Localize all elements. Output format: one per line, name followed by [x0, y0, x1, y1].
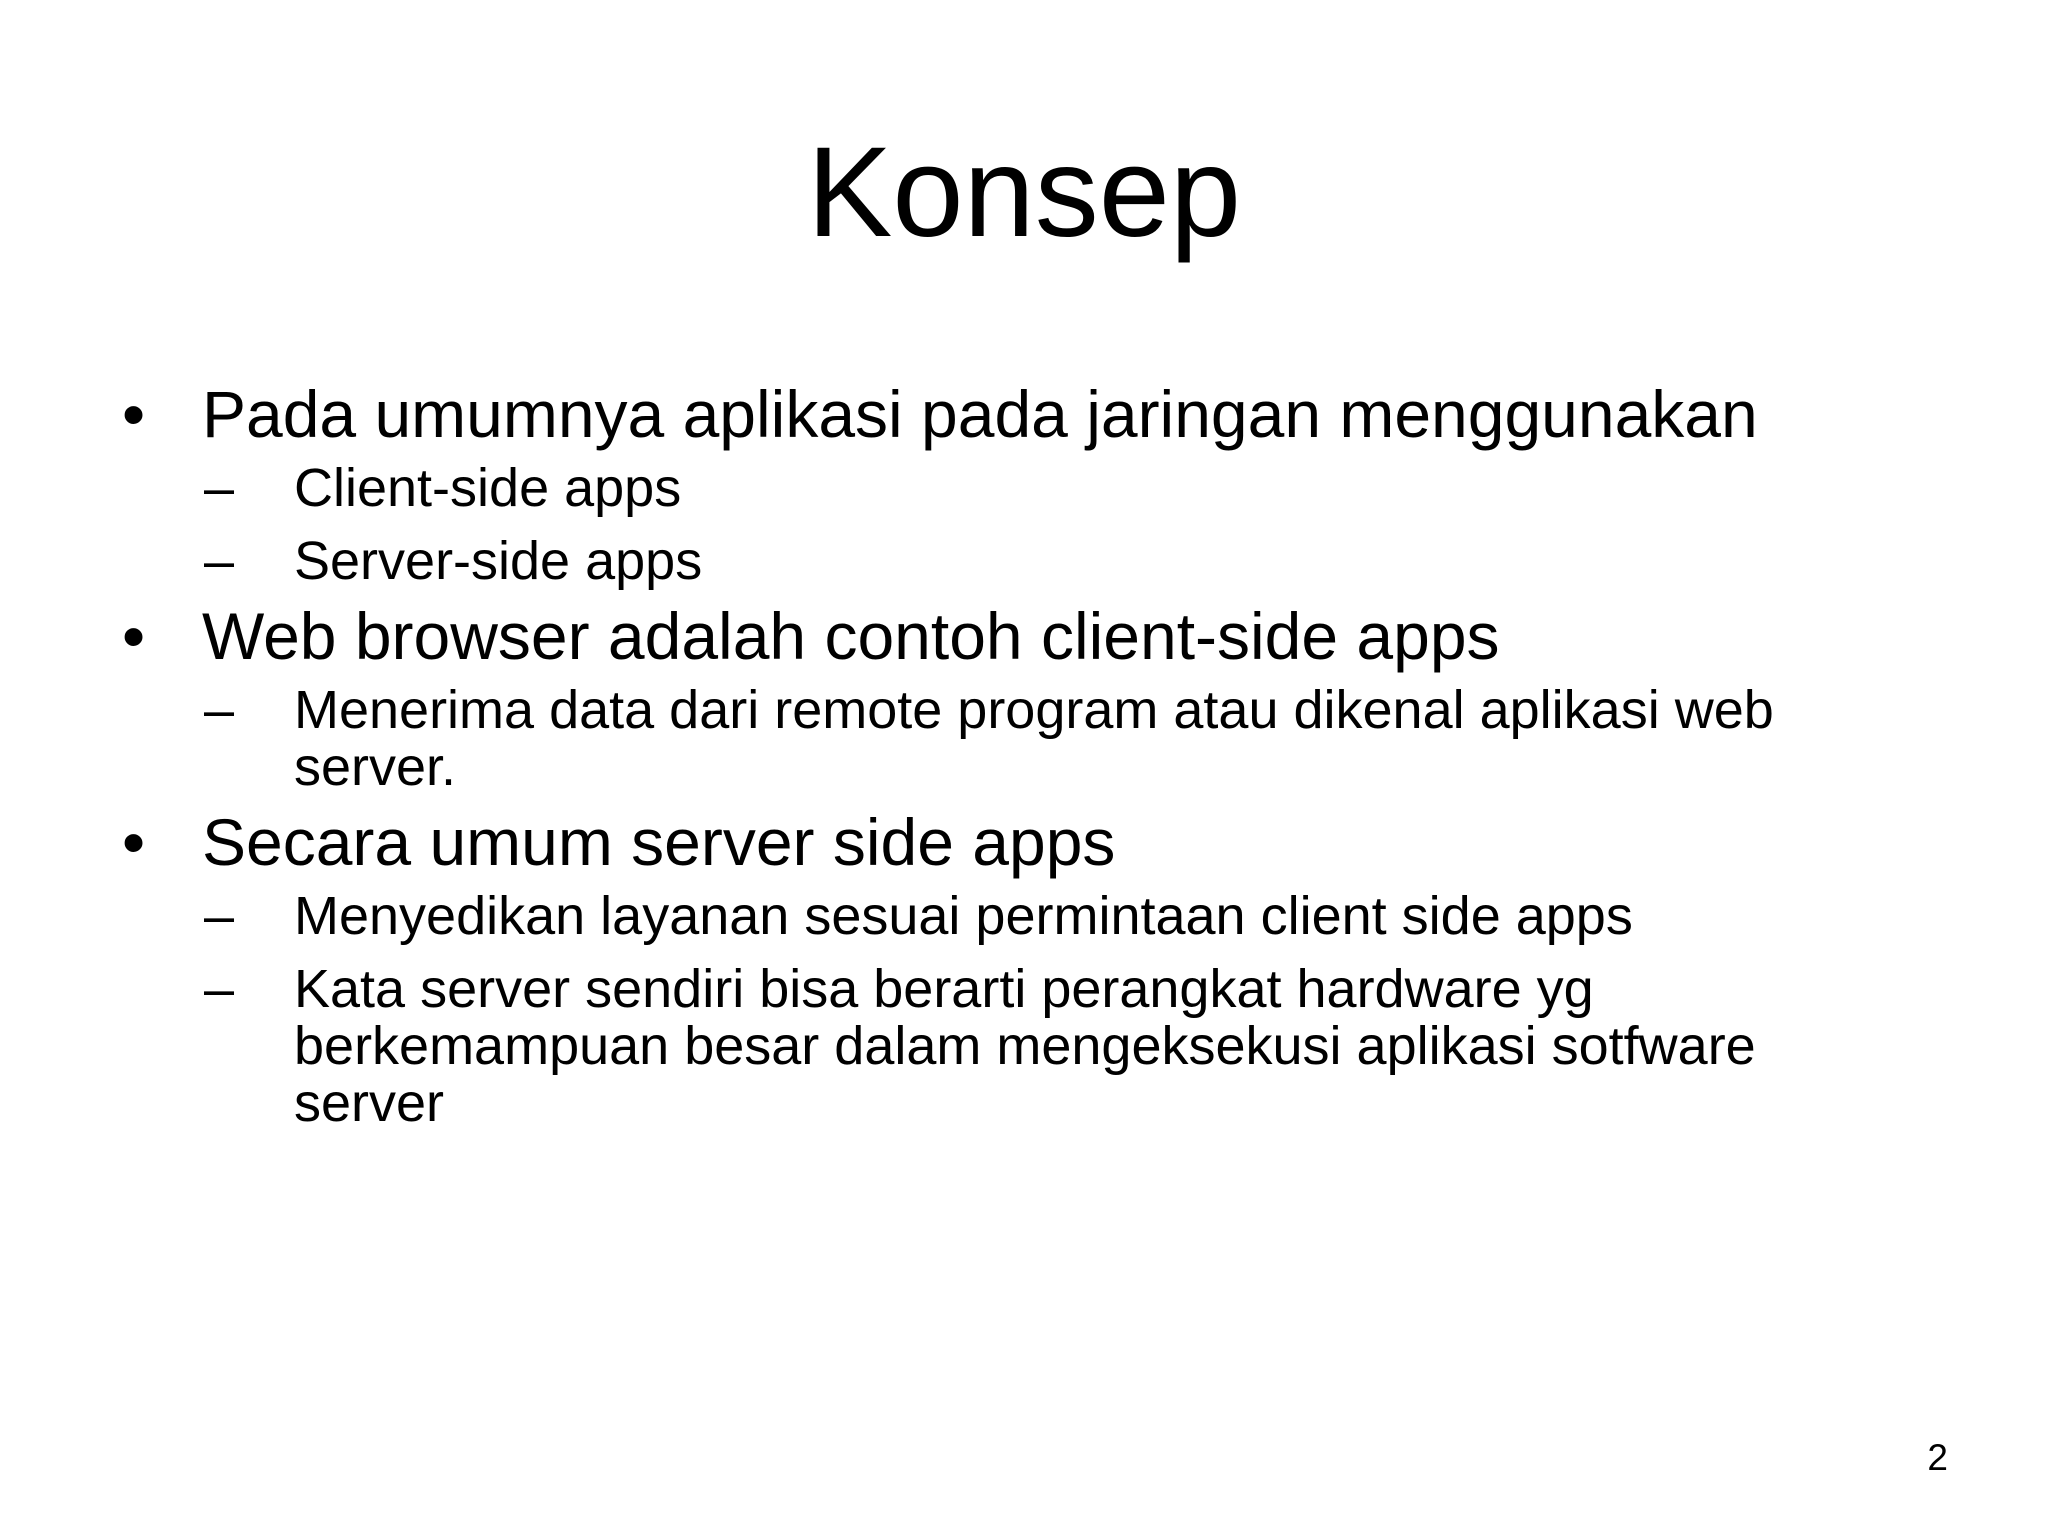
slide-title: Konsep [806, 121, 1242, 264]
bullet-item [120, 596, 1900, 796]
bullet-marker: • [122, 599, 146, 673]
sub-bullet-list [202, 682, 1900, 796]
sub-bullet-item [202, 533, 1900, 590]
sub-bullet-list [202, 888, 1900, 1132]
sub-bullet-marker: – [204, 531, 235, 591]
sub-bullet-text: Kata server sendiri bisa berarti perangkat hardware yg berkemampuan besar dalam mengeksekusi aplikasi sotfware server [294, 959, 1756, 1133]
sub-bullet-marker: – [204, 680, 235, 740]
bullet-text: Secara umum server side apps [202, 805, 1116, 879]
sub-bullet-list [202, 460, 1900, 590]
sub-bullet-item [202, 961, 1900, 1132]
bullet-marker: • [122, 805, 146, 879]
bullet-item [120, 802, 1900, 1132]
bullet-list [120, 374, 1900, 1132]
bullet-marker: • [122, 377, 146, 451]
bullet-item [120, 374, 1900, 590]
sub-bullet-marker: – [204, 959, 235, 1019]
sub-bullet-item [202, 888, 1900, 945]
sub-bullet-text: Client-side apps [294, 458, 682, 518]
page-number: 2 [1927, 1437, 1948, 1478]
sub-bullet-item [202, 682, 1900, 796]
sub-bullet-item [202, 460, 1900, 517]
sub-bullet-text: Server-side apps [294, 531, 703, 591]
bullet-text: Pada umumnya aplikasi pada jaringan menggunakan [202, 377, 1758, 451]
sub-bullet-text: Menyedikan layanan sesuai permintaan client side apps [294, 886, 1633, 946]
bullet-text: Web browser adalah contoh client-side apps [202, 599, 1500, 673]
sub-bullet-marker: – [204, 458, 235, 518]
sub-bullet-text: Menerima data dari remote program atau dikenal aplikasi web server. [294, 680, 1774, 797]
sub-bullet-marker: – [204, 886, 235, 946]
